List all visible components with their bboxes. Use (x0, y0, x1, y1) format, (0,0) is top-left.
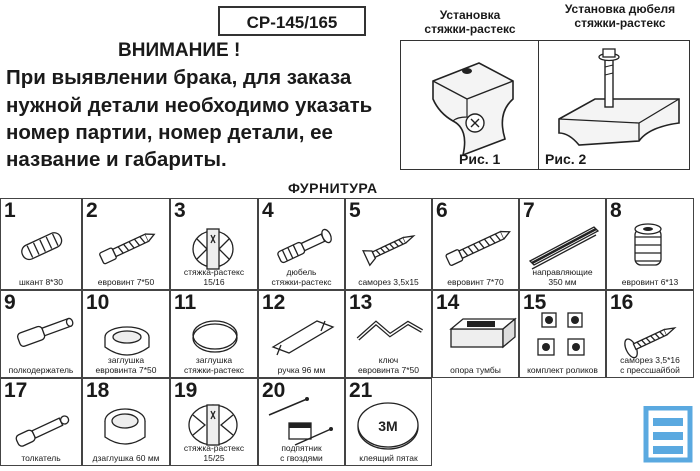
part-number: 13 (349, 291, 373, 314)
figure-2-title: Установка дюбеля стяжки-растекс (564, 2, 676, 30)
part-label (609, 278, 691, 288)
part-number: 6 (436, 199, 448, 222)
part-label (3, 278, 79, 288)
part-cell-5 (345, 198, 432, 290)
part-cell-1 (0, 198, 82, 290)
part-number: 18 (86, 379, 110, 402)
part-label-line-1: дзаглушка 60 мм (92, 452, 160, 463)
part-label-line-2: евровинта 7*50 (357, 364, 420, 375)
part-number: 2 (86, 199, 98, 222)
part-number: 10 (86, 291, 110, 314)
part-number: 5 (349, 199, 361, 222)
attention-title: ВНИМАНИЕ ! (118, 40, 241, 61)
part-label-line-1: саморез 3,5х15 (358, 276, 419, 287)
part-label-line-1: евровинт 7*50 (97, 276, 155, 287)
part-label (348, 356, 429, 375)
part-label (3, 366, 79, 376)
attention-line-3: номер партии, номер детали, ее (6, 121, 333, 144)
part-label-line-1: заглушка (195, 355, 233, 365)
attention-line-2: нужной детали необходимо указать (6, 94, 373, 117)
part-label (261, 366, 342, 376)
part-label (261, 268, 342, 287)
part-label-line-1: заглушка (107, 355, 145, 365)
part-number: 4 (262, 199, 274, 222)
part-label-line-1: подпятник (281, 443, 322, 453)
part-cell-11 (170, 290, 258, 378)
part-label (522, 268, 603, 287)
part-label (3, 454, 79, 464)
part-label-line-2: с гвоздями (280, 452, 323, 463)
part-label (609, 356, 691, 375)
part-label (435, 366, 516, 376)
part-cell-16 (606, 290, 694, 378)
part-label (261, 444, 342, 463)
part-label-line-1: евровинт 7*70 (447, 276, 504, 287)
part-label (173, 268, 255, 287)
part-cell-14 (432, 290, 519, 378)
part-cell-19 (170, 378, 258, 466)
part-number: 7 (523, 199, 535, 222)
part-label-line-2: 15/16 (203, 276, 225, 287)
part-cell-8 (606, 198, 694, 290)
part-number: 21 (349, 379, 373, 402)
part-cell-6 (432, 198, 519, 290)
figure-1-caption: Рис. 1 (459, 151, 501, 167)
part-label-line-1: евровинт 6*13 (621, 276, 679, 287)
part-number: 20 (262, 379, 286, 402)
part-cell-2 (82, 198, 170, 290)
part-number: 19 (174, 379, 198, 402)
part-label-line-1: саморез 3,5*16 (620, 355, 680, 365)
part-label-line-1: толкатель (21, 452, 61, 463)
part-label (173, 444, 255, 463)
section-title: ФУРНИТУРА (288, 180, 378, 196)
part-label-line-2: стяжки-растекс (271, 276, 332, 287)
part-label-line-1: комплект роликов (527, 364, 598, 375)
part-cell-13 (345, 290, 432, 378)
part-cell-17 (0, 378, 82, 466)
part-cell-9 (0, 290, 82, 378)
part-number: 17 (4, 379, 28, 402)
part-label-line-1: полкодержатель (8, 364, 74, 375)
part-label-line-1: шкант 8*30 (19, 276, 63, 287)
part-label (348, 278, 429, 288)
attention-line-1: При выявлении брака, для заказа (6, 66, 352, 89)
part-number: 3 (174, 199, 186, 222)
part-label (173, 356, 255, 375)
attention-line-4: название и габариты. (6, 148, 227, 171)
part-label-line-1: ручка 96 мм (277, 364, 326, 375)
part-number: 8 (610, 199, 622, 222)
part-number: 15 (523, 291, 547, 314)
part-label-line-1: опора тумбы (450, 364, 501, 375)
part-number: 11 (174, 291, 197, 314)
part-label-line-2: 15/25 (203, 452, 225, 463)
part-cell-18 (82, 378, 170, 466)
figure-1-box (400, 40, 540, 170)
part-label-line-2: евровинта 7*50 (95, 364, 157, 375)
brand-logo-icon (640, 406, 694, 464)
part-label-line-2: стяжки-растекс (183, 364, 245, 375)
part-cell-15 (519, 290, 606, 378)
figure-2-caption: Рис. 2 (545, 151, 587, 167)
pad-marking: 3M (378, 418, 398, 434)
part-label-line-2: 350 мм (548, 276, 577, 287)
part-label (85, 454, 167, 464)
figure-2-box (538, 40, 690, 170)
part-label-line-1: стяжка-растекс (183, 267, 245, 277)
part-number: 9 (4, 291, 16, 314)
part-number: 12 (262, 291, 286, 314)
figure-1-title: Установка стяжки-растекс (424, 8, 516, 36)
part-cell-12 (258, 290, 345, 378)
part-cell-21 (345, 378, 432, 466)
model-number: CP-145/165 (246, 13, 338, 32)
part-label (85, 356, 167, 375)
part-cell-20 (258, 378, 345, 466)
part-label (85, 278, 167, 288)
part-label-line-2: с прессшайбой (620, 364, 680, 375)
part-label-line-1: стяжка-растекс (183, 443, 245, 453)
part-label-line-1: направляющие (532, 267, 593, 277)
part-cell-3 (170, 198, 258, 290)
part-cell-10 (82, 290, 170, 378)
cam-dowel-installation-illustration (539, 41, 689, 169)
part-label-line-1: дюбель (286, 267, 317, 277)
part-label (435, 278, 516, 288)
part-number: 16 (610, 291, 634, 314)
part-number: 14 (436, 291, 460, 314)
part-cell-4 (258, 198, 345, 290)
part-label (348, 454, 429, 464)
part-number: 1 (4, 199, 16, 222)
part-label-line-1: ключ (378, 355, 399, 365)
part-label (522, 366, 603, 376)
cam-lock-installation-illustration (401, 41, 539, 169)
part-label-line-1: клеящий пятак (359, 452, 418, 463)
model-number-box (218, 6, 366, 36)
part-cell-7 (519, 198, 606, 290)
